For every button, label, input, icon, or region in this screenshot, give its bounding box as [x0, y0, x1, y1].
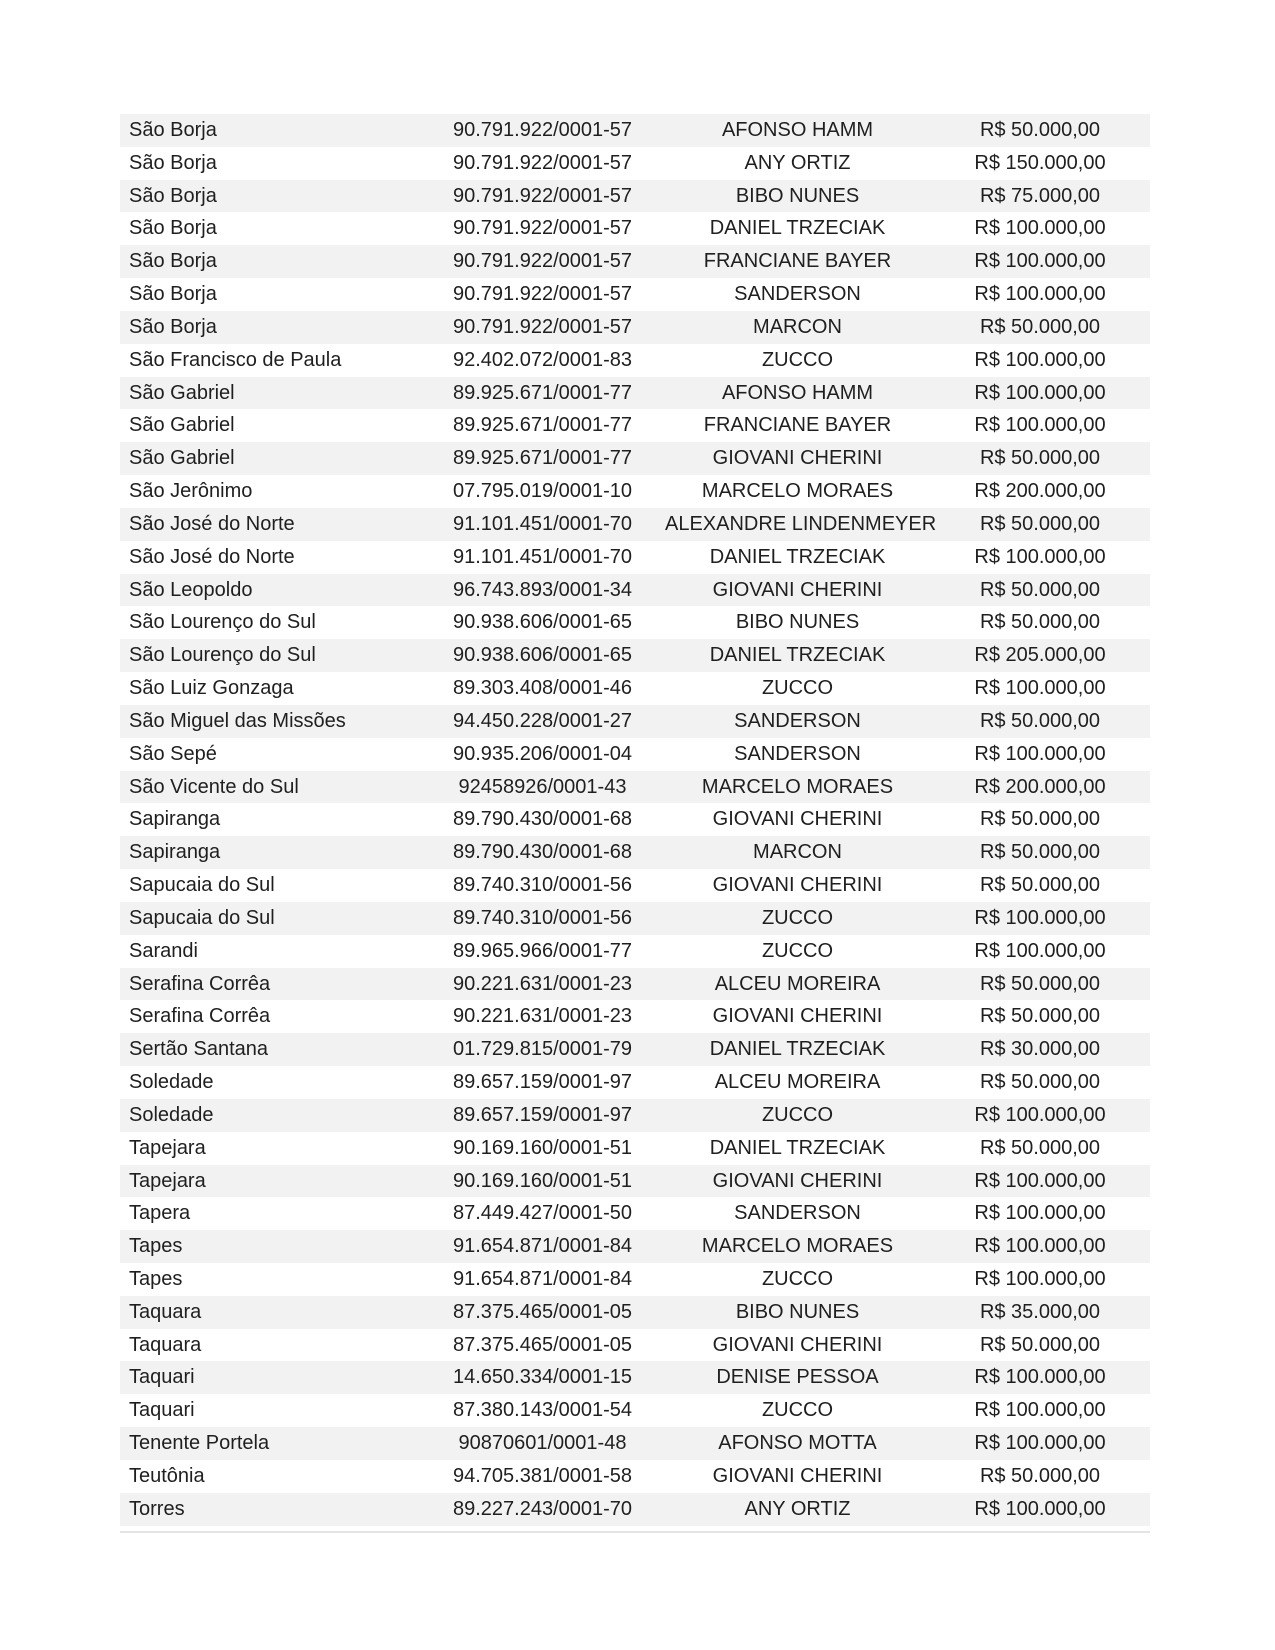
cell-cnpj: 92.402.072/0001-83	[452, 348, 633, 371]
cell-candidate-name: FRANCIANE BAYER	[703, 414, 892, 437]
table-row	[120, 639, 1150, 672]
cell-municipality: São Vicente do Sul	[129, 775, 299, 798]
cell-municipality: São Borja	[129, 151, 217, 174]
cell-candidate-name: MARCELO MORAES	[701, 775, 894, 798]
cell-cnpj: 89.925.671/0001-77	[452, 381, 633, 404]
table-row	[120, 1165, 1150, 1198]
cell-cnpj: 94.705.381/0001-58	[452, 1464, 633, 1487]
cell-municipality: Sapucaia do Sul	[129, 906, 275, 929]
cell-amount: R$ 100.000,00	[974, 414, 1106, 437]
cell-cnpj: 14.650.334/0001-15	[452, 1366, 633, 1389]
cell-cnpj: 90.791.922/0001-57	[452, 119, 633, 141]
table-row	[120, 180, 1150, 213]
cell-cnpj: 87.375.465/0001-05	[452, 1333, 633, 1356]
cell-amount: R$ 50.000,00	[979, 611, 1101, 634]
cell-amount: R$ 50.000,00	[979, 972, 1101, 995]
cell-cnpj: 91.654.871/0001-84	[452, 1235, 633, 1258]
table-row	[120, 212, 1150, 245]
cell-municipality: São José do Norte	[129, 545, 295, 568]
cell-amount: R$ 50.000,00	[979, 709, 1101, 732]
cell-amount: R$ 100.000,00	[974, 1267, 1106, 1290]
table-row	[120, 541, 1150, 574]
cell-amount: R$ 50.000,00	[979, 1136, 1101, 1159]
cell-amount: R$ 100.000,00	[974, 283, 1106, 306]
cell-candidate-name: MARCON	[753, 315, 842, 338]
cell-candidate-name: SANDERSON	[734, 1202, 861, 1225]
cell-amount: R$ 100.000,00	[974, 1235, 1106, 1258]
cell-amount: R$ 50.000,00	[979, 1333, 1101, 1356]
cell-amount: R$ 50.000,00	[979, 808, 1101, 831]
cell-municipality: Taquari	[129, 1366, 195, 1389]
cell-cnpj: 90.169.160/0001-51	[452, 1136, 633, 1159]
cell-cnpj: 89.790.430/0001-68	[452, 841, 633, 864]
table-row	[120, 1197, 1150, 1230]
cell-candidate-name: AFONSO MOTTA	[718, 1432, 877, 1455]
cell-amount: R$ 100.000,00	[974, 381, 1106, 404]
cell-municipality: São Borja	[129, 315, 217, 338]
cell-amount: R$ 100.000,00	[974, 545, 1106, 568]
cell-candidate-name: SANDERSON	[734, 709, 861, 732]
cell-candidate-name: DANIEL TRZECIAK	[709, 1136, 886, 1159]
table-row	[120, 344, 1150, 377]
cell-municipality: Tapejara	[129, 1169, 206, 1192]
cell-candidate-name: BIBO NUNES	[735, 611, 860, 634]
cell-cnpj: 90.935.206/0001-04	[452, 742, 633, 765]
cell-municipality: São Lourenço do Sul	[129, 611, 316, 634]
table-bottom-divider	[120, 1531, 1150, 1533]
cell-cnpj: 89.965.966/0001-77	[452, 939, 633, 962]
table-row	[120, 311, 1150, 344]
cell-municipality: Tenente Portela	[129, 1432, 270, 1455]
cell-cnpj: 90.791.922/0001-57	[452, 151, 633, 174]
cell-municipality: Serafina Corrêa	[129, 1005, 271, 1028]
cell-candidate-name: SANDERSON	[734, 283, 861, 306]
cell-cnpj: 90.791.922/0001-57	[452, 315, 633, 338]
table-row	[120, 508, 1150, 541]
cell-cnpj: 92458926/0001-43	[458, 775, 627, 798]
cell-cnpj: 89.303.408/0001-46	[452, 677, 633, 700]
cell-candidate-name: MARCELO MORAES	[701, 480, 894, 503]
cell-candidate-name: GIOVANI CHERINI	[712, 447, 883, 470]
cell-candidate-name: GIOVANI CHERINI	[712, 1005, 883, 1028]
cell-cnpj: 90.791.922/0001-57	[452, 250, 633, 273]
table-row	[120, 114, 1150, 147]
cell-municipality: Tapera	[129, 1202, 191, 1225]
table-row	[120, 771, 1150, 804]
table-row	[120, 1493, 1150, 1526]
cell-cnpj: 90.169.160/0001-51	[452, 1169, 633, 1192]
cell-amount: R$ 100.000,00	[974, 1202, 1106, 1225]
table-row	[120, 606, 1150, 639]
cell-municipality: São Sepé	[129, 742, 217, 765]
cell-municipality: Sarandi	[129, 939, 198, 962]
cell-amount: R$ 50.000,00	[979, 874, 1101, 897]
cell-cnpj: 87.380.143/0001-54	[452, 1399, 633, 1422]
table-row	[120, 672, 1150, 705]
cell-municipality: São Leopoldo	[129, 578, 253, 601]
table-row	[120, 442, 1150, 475]
cell-candidate-name: ALEXANDRE LINDENMEYER	[665, 512, 937, 535]
cell-cnpj: 90.221.631/0001-23	[452, 1005, 633, 1028]
cell-candidate-name: GIOVANI CHERINI	[712, 578, 883, 601]
table-row	[120, 1263, 1150, 1296]
table-row	[120, 1329, 1150, 1362]
table-row	[120, 738, 1150, 771]
cell-municipality: Sapiranga	[129, 841, 221, 864]
cell-cnpj: 90.221.631/0001-23	[452, 972, 633, 995]
cell-municipality: São Gabriel	[129, 447, 235, 470]
cell-candidate-name: ANY ORTIZ	[744, 151, 851, 174]
cell-municipality: São Lourenço do Sul	[129, 644, 316, 667]
cell-cnpj: 89.227.243/0001-70	[452, 1497, 633, 1520]
cell-amount: R$ 75.000,00	[979, 184, 1101, 207]
cell-municipality: Soledade	[129, 1071, 214, 1094]
cell-municipality: Tapejara	[129, 1136, 206, 1159]
cell-candidate-name: MARCON	[753, 841, 842, 864]
cell-candidate-name: DANIEL TRZECIAK	[709, 217, 886, 240]
table-row	[120, 409, 1150, 442]
cell-candidate-name: GIOVANI CHERINI	[712, 1464, 883, 1487]
cell-municipality: Teutônia	[129, 1464, 205, 1487]
cell-candidate-name: SANDERSON	[734, 742, 861, 765]
cell-cnpj: 91.654.871/0001-84	[452, 1267, 633, 1290]
cell-candidate-name: MARCELO MORAES	[701, 1235, 894, 1258]
cell-municipality: São Borja	[129, 250, 217, 273]
cell-amount: R$ 100.000,00	[974, 217, 1106, 240]
cell-municipality: Taquara	[129, 1333, 202, 1356]
cell-candidate-name: GIOVANI CHERINI	[712, 1333, 883, 1356]
cell-cnpj: 89.925.671/0001-77	[452, 447, 633, 470]
cell-municipality: São Borja	[129, 283, 217, 306]
table-row	[120, 1361, 1150, 1394]
cell-amount: R$ 50.000,00	[979, 512, 1101, 535]
table-row	[120, 1427, 1150, 1460]
cell-cnpj: 89.740.310/0001-56	[452, 874, 633, 897]
cell-municipality: São Borja	[129, 217, 217, 240]
cell-candidate-name: ZUCCO	[761, 348, 834, 371]
cell-amount: R$ 100.000,00	[974, 1103, 1106, 1126]
cell-municipality: São Borja	[129, 119, 217, 141]
cell-cnpj: 01.729.815/0001-79	[452, 1038, 633, 1061]
cell-amount: R$ 100.000,00	[974, 742, 1106, 765]
cell-cnpj: 89.657.159/0001-97	[452, 1103, 633, 1126]
cell-cnpj: 89.657.159/0001-97	[452, 1071, 633, 1094]
cell-amount: R$ 200.000,00	[974, 480, 1106, 503]
cell-candidate-name: ZUCCO	[761, 906, 834, 929]
cell-municipality: Torres	[129, 1497, 185, 1520]
table-row	[120, 869, 1150, 902]
cell-amount: R$ 100.000,00	[974, 1169, 1106, 1192]
cell-candidate-name: GIOVANI CHERINI	[712, 1169, 883, 1192]
cell-cnpj: 91.101.451/0001-70	[452, 545, 633, 568]
cell-amount: R$ 50.000,00	[979, 1071, 1101, 1094]
table-row	[120, 1000, 1150, 1033]
cell-cnpj: 89.740.310/0001-56	[452, 906, 633, 929]
table-row	[120, 1033, 1150, 1066]
table-row	[120, 1394, 1150, 1427]
cell-cnpj: 90870601/0001-48	[458, 1432, 627, 1455]
cell-amount: R$ 30.000,00	[979, 1038, 1101, 1061]
cell-municipality: Taquari	[129, 1399, 195, 1422]
cell-municipality: São Borja	[129, 184, 217, 207]
cell-candidate-name: GIOVANI CHERINI	[712, 874, 883, 897]
cell-municipality: Serafina Corrêa	[129, 972, 271, 995]
cell-amount: R$ 100.000,00	[974, 1497, 1106, 1520]
cell-amount: R$ 100.000,00	[974, 1366, 1106, 1389]
cell-amount: R$ 50.000,00	[979, 1005, 1101, 1028]
cell-cnpj: 94.450.228/0001-27	[452, 709, 633, 732]
cell-amount: R$ 100.000,00	[974, 677, 1106, 700]
cell-municipality: Tapes	[129, 1267, 183, 1290]
cell-candidate-name: ALCEU MOREIRA	[714, 972, 881, 995]
table-row	[120, 1460, 1150, 1493]
cell-municipality: São Miguel das Missões	[129, 709, 346, 732]
cell-amount: R$ 35.000,00	[979, 1300, 1101, 1323]
cell-cnpj: 89.925.671/0001-77	[452, 414, 633, 437]
cell-candidate-name: FRANCIANE BAYER	[703, 250, 892, 273]
table-row	[120, 935, 1150, 968]
table-row	[120, 475, 1150, 508]
cell-cnpj: 90.791.922/0001-57	[452, 283, 633, 306]
cell-amount: R$ 50.000,00	[979, 447, 1101, 470]
cell-amount: R$ 50.000,00	[979, 1464, 1101, 1487]
cell-candidate-name: DANIEL TRZECIAK	[709, 545, 886, 568]
cell-cnpj: 87.449.427/0001-50	[452, 1202, 633, 1225]
cell-cnpj: 91.101.451/0001-70	[452, 512, 633, 535]
table-row	[120, 278, 1150, 311]
cell-candidate-name: ZUCCO	[761, 1103, 834, 1126]
table-row	[120, 245, 1150, 278]
cell-municipality: Tapes	[129, 1235, 183, 1258]
table-row	[120, 902, 1150, 935]
table-row	[120, 1230, 1150, 1263]
cell-candidate-name: DANIEL TRZECIAK	[709, 644, 886, 667]
table-row	[120, 803, 1150, 836]
cell-candidate-name: AFONSO HAMM	[721, 119, 874, 141]
cell-candidate-name: AFONSO HAMM	[721, 381, 874, 404]
cell-municipality: São José do Norte	[129, 512, 295, 535]
cell-cnpj: 90.938.606/0001-65	[452, 644, 633, 667]
cell-amount: R$ 100.000,00	[974, 939, 1106, 962]
cell-cnpj: 90.791.922/0001-57	[452, 217, 633, 240]
cell-amount: R$ 205.000,00	[974, 644, 1106, 667]
cell-cnpj: 96.743.893/0001-34	[452, 578, 633, 601]
table-row	[120, 1296, 1150, 1329]
cell-amount: R$ 50.000,00	[979, 578, 1101, 601]
cell-candidate-name: GIOVANI CHERINI	[712, 808, 883, 831]
cell-municipality: Taquara	[129, 1300, 202, 1323]
cell-amount: R$ 50.000,00	[979, 315, 1101, 338]
cell-candidate-name: ALCEU MOREIRA	[714, 1071, 881, 1094]
cell-municipality: Soledade	[129, 1103, 214, 1126]
cell-municipality: São Gabriel	[129, 381, 235, 404]
donations-table	[120, 114, 1150, 1526]
cell-candidate-name: DANIEL TRZECIAK	[709, 1038, 886, 1061]
cell-candidate-name: ZUCCO	[761, 939, 834, 962]
cell-amount: R$ 100.000,00	[974, 1399, 1106, 1422]
table-row	[120, 1066, 1150, 1099]
cell-candidate-name: BIBO NUNES	[735, 1300, 860, 1323]
cell-cnpj: 90.938.606/0001-65	[452, 611, 633, 634]
cell-municipality: Sapiranga	[129, 808, 221, 831]
table-row	[120, 1099, 1150, 1132]
cell-municipality: São Jerônimo	[129, 480, 253, 503]
cell-municipality: São Gabriel	[129, 414, 235, 437]
cell-amount: R$ 200.000,00	[974, 775, 1106, 798]
cell-cnpj: 89.790.430/0001-68	[452, 808, 633, 831]
cell-amount: R$ 50.000,00	[979, 841, 1101, 864]
cell-candidate-name: ZUCCO	[761, 1267, 834, 1290]
table-row	[120, 574, 1150, 607]
cell-candidate-name: BIBO NUNES	[735, 184, 860, 207]
cell-municipality: Sapucaia do Sul	[129, 874, 275, 897]
table-row	[120, 836, 1150, 869]
cell-amount: R$ 100.000,00	[974, 906, 1106, 929]
cell-cnpj: 87.375.465/0001-05	[452, 1300, 633, 1323]
cell-amount: R$ 100.000,00	[974, 250, 1106, 273]
cell-cnpj: 90.791.922/0001-57	[452, 184, 633, 207]
cell-amount: R$ 150.000,00	[974, 151, 1106, 174]
cell-municipality: São Francisco de Paula	[129, 348, 342, 371]
cell-candidate-name: ZUCCO	[761, 1399, 834, 1422]
cell-candidate-name: DENISE PESSOA	[716, 1366, 879, 1389]
cell-municipality: Sertão Santana	[129, 1038, 268, 1061]
table-row	[120, 1132, 1150, 1165]
cell-candidate-name: ANY ORTIZ	[744, 1497, 851, 1520]
table-row	[120, 147, 1150, 180]
cell-candidate-name: ZUCCO	[761, 677, 834, 700]
cell-cnpj: 07.795.019/0001-10	[452, 480, 633, 503]
table-row	[120, 377, 1150, 410]
cell-amount: R$ 100.000,00	[974, 1432, 1106, 1455]
cell-amount: R$ 100.000,00	[974, 348, 1106, 371]
table-row	[120, 968, 1150, 1001]
cell-amount: R$ 50.000,00	[979, 119, 1101, 141]
table-row	[120, 705, 1150, 738]
cell-municipality: São Luiz Gonzaga	[129, 677, 294, 700]
